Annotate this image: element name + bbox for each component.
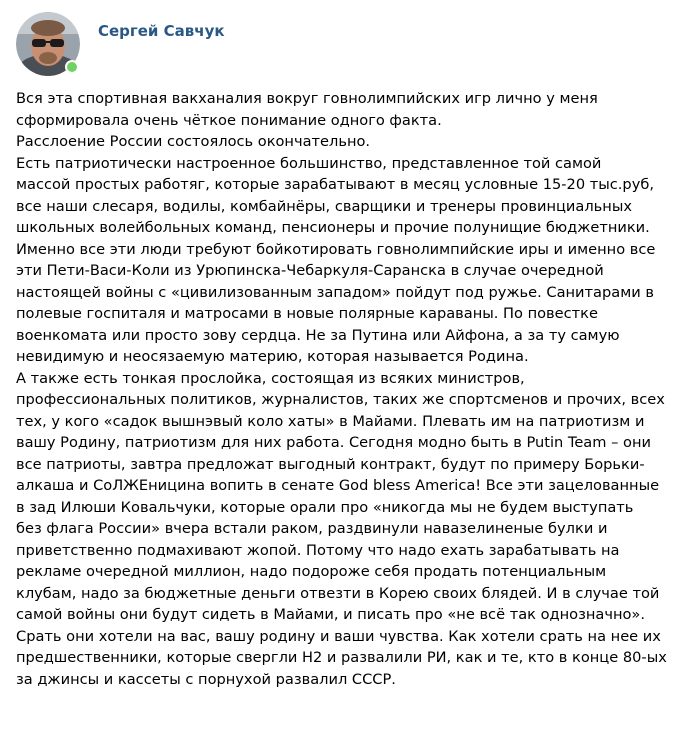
post-text-line: тех, у кого «садок вышнэвый коло хаты» в Майами. Плевать им на патриотизм и (16, 412, 645, 430)
post-text-line: клубам, надо за бюджетные деньги отвезти в Корею своих блядей. И в случае той (16, 584, 660, 602)
post-text-line: приветственно подмахивают жопой. Потому что надо ехать зарабатывать на (16, 541, 620, 559)
post-text-line: рекламе очередной миллион, надо подороже себя продать потенциальным (16, 563, 607, 580)
post-text (16, 88, 668, 690)
post-text-line: Расслоение России состоялось окончательно. (16, 133, 371, 150)
post-text-line: самой войны они будут сидеть в Майами, и писать про «не всё так однозначно». (16, 606, 645, 623)
post-text-line: профессиональных политиков, журналистов, таких же спортсменов и прочих, всех (16, 391, 665, 408)
post-text-line: алкаша и СоЛЖЕницина вопить в сенате God bless America! Все эти зацелованные (16, 477, 660, 494)
avatar[interactable] (16, 12, 80, 76)
post-text-line: все патриоты, завтра предложат выгодный контракт, будут по примеру Борьки- (16, 455, 645, 473)
post-text-line: полевые госпиталя и матросами в новые полярные караваны. По повестке (16, 305, 598, 322)
online-status-icon (65, 60, 79, 74)
post-text-line: в зад Илюши Ковальчуки, которые орали про «никогда мы не будем выступать (16, 498, 634, 516)
post-text-line: школьных волейбольных команд, пенсионеры и прочие полунищие бюджетники. (16, 219, 650, 236)
post-text-line: Срать они хотели на вас, вашу родину и ваши чувства. Как хотели срать на нее их (16, 627, 661, 645)
post-header (16, 12, 656, 78)
post-text-line: военкомата или просто зову сердца. Не за Путина или Айфона, а за ту самую (16, 326, 620, 344)
post-text-line: все наши слесаря, водилы, комбайнёры, сварщики и тренеры провинциальных (16, 197, 632, 215)
post-text-line: без флага России» вчера встали раком, раздвинули навазелиненые булки и (16, 520, 608, 537)
post-text-line: Вся эта спортивная вакханалия вокруг говнолимпийских игр лично у меня (16, 90, 598, 107)
post-text-line: предшественники, которые свергли Н2 и развалили РИ, как и те, кто в конце 80-ых (16, 649, 667, 666)
post-text-line: настоящей войны с «цивилизованным западом» пойдут под ружье. Санитарами в (16, 283, 654, 301)
post-text-line: Именно все эти люди требуют бойкотировать говнолимпийские иры и именно все (16, 240, 656, 258)
post-text-line: сформировала очень чёткое понимание одного факта. (16, 111, 442, 129)
post-text-line: вашу Родину, патриотизм для них работа. Сегодня модно быть в Putin Team – они (16, 434, 651, 451)
post-text-line: эти Пети-Васи-Коли из Урюпинска-Чебаркуля-Саранска в случае очередной (16, 262, 604, 279)
post-text-line: А также есть тонкая прослойка, состоящая из всяких министров, (16, 369, 525, 387)
post-text-line: Есть патриотически настроенное большинство, представленное той самой (16, 154, 602, 172)
post-text-line: за джинсы и кассеты с порнухой развалил СССР. (16, 670, 396, 688)
post-text-line: невидимую и неосязаемую материю, которая называется Родина. (16, 348, 529, 365)
post-text-line: массой простых работяг, которые зарабатывают в месяц условные 15-20 тыс.руб, (16, 176, 654, 193)
author-name-link[interactable]: Сергей Савчук (98, 22, 225, 40)
